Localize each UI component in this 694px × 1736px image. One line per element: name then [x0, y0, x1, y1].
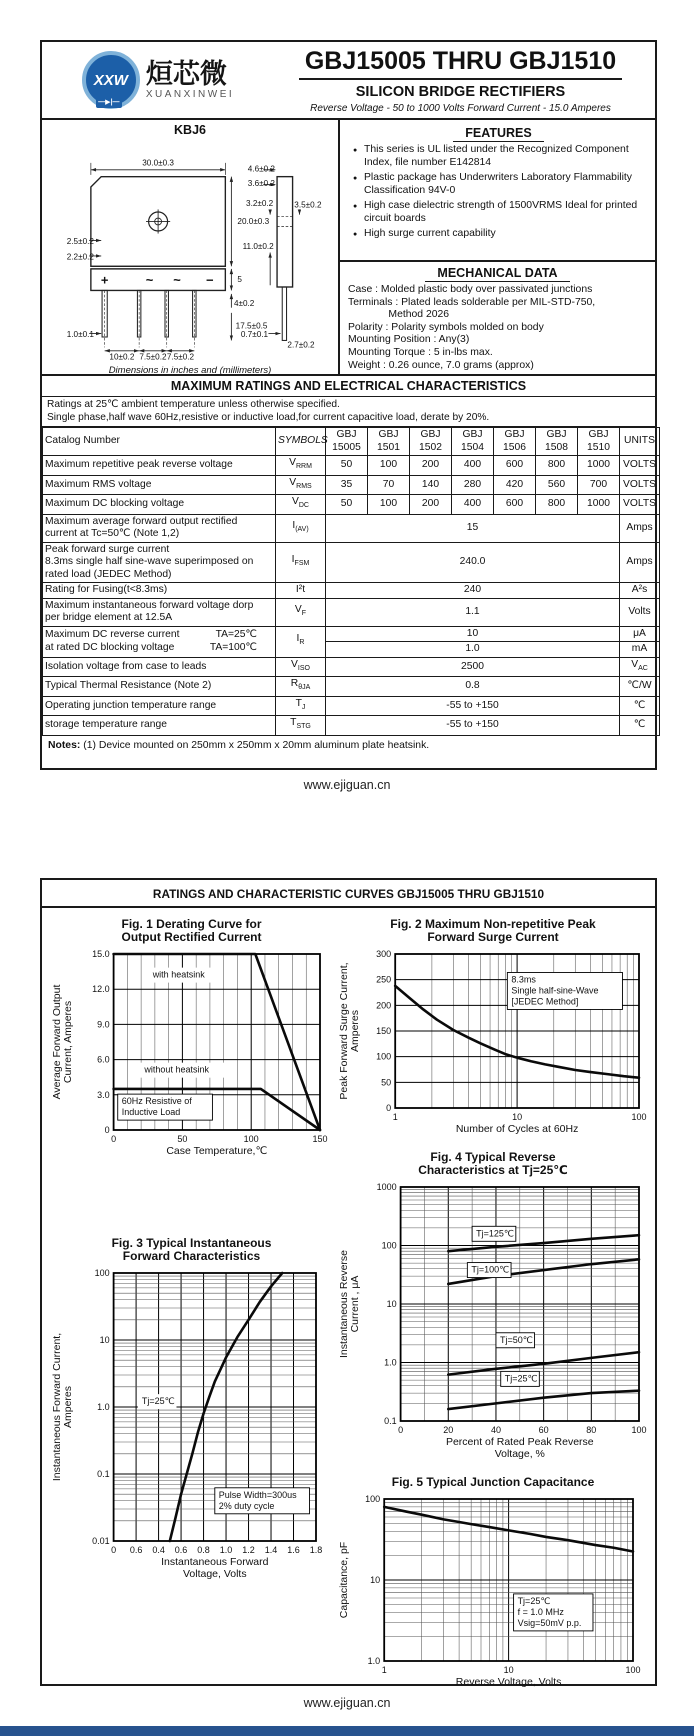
- svg-text:3.0: 3.0: [97, 1089, 110, 1100]
- svg-text:8.3ms: 8.3ms: [511, 974, 536, 985]
- features-heading: FEATURES: [350, 126, 647, 140]
- svg-text:1: 1: [381, 1665, 387, 1675]
- features-box: [340, 120, 655, 262]
- col-part: GBJ 1506: [494, 428, 536, 456]
- svg-text:100: 100: [365, 1494, 381, 1504]
- logo-icon: [82, 51, 140, 109]
- svg-text:80: 80: [586, 1425, 597, 1435]
- ratings-conditions: [42, 397, 655, 427]
- diode-icon: —▶|—: [96, 98, 122, 108]
- svg-text:[JEDEC Method]: [JEDEC Method]: [511, 996, 579, 1007]
- svg-text:6.0: 6.0: [97, 1054, 110, 1065]
- svg-text:1: 1: [392, 1112, 398, 1122]
- curves-banner: RATINGS AND CHARACTERISTIC CURVES GBJ15005 THRU GBJ1510: [42, 880, 655, 908]
- svg-text:40: 40: [490, 1425, 501, 1435]
- footer-url-2[interactable]: www.ejiguan.cn: [303, 1696, 391, 1710]
- mechanical-line: Case : Molded plastic body over passivated junctions: [348, 284, 593, 295]
- table-row: Peak forward surge current 8.3ms single half sine-wave superimposed on rated load (JEDEC Method) $I_{FSM}$ 240.0 Amps: [43, 542, 660, 583]
- dim-label: 2.5±0.2: [66, 236, 94, 246]
- mechanical-line: Polarity : Polarity symbols molded on body: [348, 321, 544, 333]
- svg-text:Peak Forward Surge Current,: Peak Forward Surge Current,: [338, 962, 350, 1100]
- logo-monogram: XXW: [93, 71, 128, 89]
- svg-text:f = 1.0 MHz: f = 1.0 MHz: [517, 1606, 564, 1617]
- svg-text:Instantaneous Forward: Instantaneous Forward: [161, 1556, 269, 1568]
- figure-3: [48, 1237, 335, 1592]
- footer-url-1[interactable]: www.ejiguan.cn: [303, 778, 391, 792]
- table-row: Rating for Fusing(t<8.3ms) I²t 240 A²s: [43, 583, 660, 599]
- figure-2: [335, 918, 651, 1147]
- svg-text:1.4: 1.4: [264, 1545, 278, 1555]
- svg-text:Number of Cycles at 60Hz: Number of Cycles at 60Hz: [455, 1123, 579, 1135]
- part-number-title: GBJ15005 THRU GBJ1510: [299, 47, 622, 80]
- svg-text:Current, Amperes: Current, Amperes: [62, 1000, 74, 1084]
- svg-text:100: 100: [243, 1134, 259, 1144]
- svg-text:1.0: 1.0: [219, 1545, 233, 1555]
- col-part: GBJ 1501: [368, 428, 410, 456]
- figure-1: [48, 918, 335, 1169]
- dim-label: 3.6±0.2: [247, 179, 275, 189]
- tick-labels: [377, 1182, 647, 1435]
- chart-labels: [118, 968, 230, 1121]
- dim-label: 20.0±0.3: [237, 217, 270, 227]
- svg-text:1.0: 1.0: [97, 1402, 110, 1412]
- svg-text:Single half-sine-Wave: Single half-sine-Wave: [511, 985, 599, 996]
- spacer: [48, 1169, 335, 1233]
- svg-text:0: 0: [398, 1425, 404, 1435]
- feature-item: ● High case dielectric strength of 1500VRMS Ideal for printed circuit boards: [364, 200, 647, 225]
- figure-1-chart: [48, 946, 332, 1164]
- feature-item: ● High surge current capability: [364, 228, 647, 241]
- dim-label: 3.2±0.2: [246, 198, 274, 208]
- page-1: [40, 40, 657, 770]
- header: [42, 42, 655, 120]
- bottom-bar: [0, 1726, 694, 1736]
- svg-text:0: 0: [111, 1545, 117, 1555]
- svg-text:Inductive Load: Inductive Load: [121, 1107, 181, 1118]
- svg-text:Pulse Width=300us: Pulse Width=300us: [218, 1489, 297, 1500]
- svg-text:Voltage, Volts: Voltage, Volts: [182, 1568, 247, 1580]
- dim-label: 2.7±0.2: [287, 340, 315, 350]
- figure-5-title: Fig. 5 Typical Junction Capacitance: [391, 1475, 595, 1489]
- svg-text:Voltage, %: Voltage, %: [494, 1448, 545, 1460]
- svg-text:Instantaneous Reverse: Instantaneous Reverse: [338, 1250, 350, 1358]
- col-part: GBJ 1504: [452, 428, 494, 456]
- svg-text:Tj=25℃: Tj=25℃: [504, 1373, 538, 1384]
- mechanical-line: Mounting Torque : 5 in-lbs max.: [348, 346, 493, 358]
- col-part: GBJ 1502: [410, 428, 452, 456]
- table-header-row: [43, 428, 660, 456]
- svg-text:150: 150: [376, 1026, 392, 1036]
- svg-text:100: 100: [625, 1665, 641, 1675]
- svg-text:100: 100: [631, 1425, 647, 1435]
- svg-text:1.6: 1.6: [287, 1545, 300, 1555]
- polarity-mark: ~: [145, 272, 154, 288]
- svg-text:Tj=25℃: Tj=25℃: [517, 1595, 551, 1606]
- table-row: Maximum RMS voltage $V_{RMS}$ 35 70 140 280 420 560 700 VOLTS: [43, 475, 660, 495]
- mechanical-heading: MECHANICAL DATA: [348, 266, 647, 280]
- dim-label: 2.2±0.2: [66, 252, 94, 262]
- svg-text:0: 0: [111, 1134, 117, 1144]
- package-outline-drawing: [65, 137, 322, 365]
- table-row: Operating junction temperature range $T_J$ -55 to +150 ℃: [43, 696, 660, 716]
- svg-text:10: 10: [370, 1575, 381, 1585]
- svg-text:250: 250: [376, 974, 392, 985]
- mechanical-line: Weight : 0.26 ounce, 7.0 grams (approx): [348, 359, 534, 371]
- svg-text:0.1: 0.1: [97, 1469, 110, 1479]
- svg-text:Amperes: Amperes: [62, 1385, 74, 1429]
- figure-5-chart: [335, 1491, 645, 1695]
- svg-text:Case Temperature,℃: Case Temperature,℃: [166, 1145, 268, 1157]
- dim-label: 4±0.2: [233, 298, 255, 308]
- svg-text:100: 100: [381, 1240, 397, 1251]
- table-row: Maximum repetitive peak reverse voltage $V_{RRM}$ 50 100 200 400 600 800 1000 VOLTS: [43, 456, 660, 476]
- svg-text:10: 10: [503, 1665, 514, 1675]
- svg-text:0.1: 0.1: [384, 1416, 397, 1426]
- axis-labels: [51, 1333, 269, 1580]
- page-2: [40, 878, 657, 1686]
- notes-label: Notes:: [48, 739, 81, 751]
- col-symbols: SYMBOLS: [276, 428, 326, 456]
- dim-label: 10±0.2: [109, 352, 135, 362]
- col-part: GBJ 1508: [536, 428, 578, 456]
- brand-text: [145, 58, 235, 100]
- table-row: Isolation voltage from case to leads $V_{ISO}$ 2500 $V_{AC}$: [43, 657, 660, 677]
- svg-text:with heatsink: with heatsink: [152, 969, 205, 980]
- ratings-table: [42, 427, 660, 736]
- svg-text:Amperes: Amperes: [349, 1009, 361, 1053]
- brand-name-en: XUANXINWEI: [145, 88, 235, 100]
- figure-4: [335, 1151, 651, 1472]
- dim-label: 0.7±0.1: [240, 329, 269, 339]
- dim-label: 4.6±0.2: [247, 164, 275, 174]
- polarity-mark: −: [206, 272, 214, 288]
- brand-name-cn: 烜芯微: [145, 58, 227, 89]
- svg-text:10: 10: [99, 1335, 110, 1345]
- svg-text:1.8: 1.8: [309, 1545, 323, 1555]
- svg-text:0: 0: [386, 1103, 392, 1113]
- figure-4-chart: [335, 1179, 651, 1467]
- col-part: GBJ 15005: [326, 428, 368, 456]
- col-part: GBJ 1510: [578, 428, 620, 456]
- svg-text:300: 300: [376, 949, 392, 959]
- figure-5: [335, 1476, 651, 1700]
- svg-text:Tj=50℃: Tj=50℃: [499, 1334, 533, 1345]
- polarity-symbols: [101, 272, 214, 287]
- table-row: Maximum DC reverse current TA=25℃ at rated DC blocking voltage TA=100℃ $I_R$ 10 μA: [43, 626, 660, 642]
- svg-text:0: 0: [104, 1125, 110, 1135]
- svg-text:50: 50: [381, 1077, 392, 1088]
- svg-text:Current , μA: Current , μA: [349, 1275, 361, 1333]
- figure-3-title: Fig. 3 Typical Instantaneous Forward Characteristics: [111, 1236, 272, 1263]
- col-catalog: Catalog Number: [43, 428, 276, 456]
- package-caption: Dimensions in inches and (millimeters): [108, 364, 272, 376]
- ratings-tagline: Reverse Voltage - 50 to 1000 Volts Forward Current - 15.0 Amperes: [310, 102, 611, 114]
- svg-text:9.0: 9.0: [97, 1019, 110, 1030]
- feature-item: ● This series is UL listed under the Recognized Component Index, file number E142814: [364, 144, 647, 169]
- figure-2-title: Fig. 2 Maximum Non-repetitive Peak Forward Surge Current: [390, 917, 596, 944]
- table-row: 1.0 mA: [43, 642, 660, 658]
- svg-text:Capacitance, pF: Capacitance, pF: [338, 1541, 350, 1619]
- ratings-condition-2: Single phase,half wave 60Hz,resistive or inductive load,for current capacitive load, derate by 20%.: [47, 411, 490, 423]
- svg-text:Tj=125℃: Tj=125℃: [476, 1228, 515, 1239]
- dim-label: 3.5±0.2: [294, 200, 322, 210]
- svg-text:100: 100: [376, 1051, 392, 1062]
- svg-text:Reverse Voltage, Volts: Reverse Voltage, Volts: [455, 1676, 562, 1688]
- svg-text:Percent of Rated Peak Reverse: Percent of Rated Peak Reverse: [445, 1436, 594, 1448]
- svg-text:1000: 1000: [376, 1182, 397, 1192]
- svg-text:10: 10: [512, 1112, 523, 1122]
- package-and-features: [42, 120, 655, 376]
- notes-text: (1) Device mounted on 250mm x 250mm x 20mm aluminum plate heatsink.: [80, 739, 430, 751]
- charts-left-column: [48, 914, 335, 1700]
- grid: [384, 1499, 633, 1661]
- table-row: Maximum average forward output rectified current at Tc=50℃ (Note 1,2) $I_{(AV)}$ 15 Amps: [43, 514, 660, 542]
- svg-text:0.4: 0.4: [152, 1545, 165, 1555]
- svg-text:0.01: 0.01: [92, 1536, 110, 1546]
- chart-labels: [514, 1594, 593, 1631]
- svg-text:Instantaneous Forward Current,: Instantaneous Forward Current,: [51, 1332, 63, 1482]
- dim-label: 5: [237, 274, 242, 284]
- mechanical-data-box: [340, 262, 655, 374]
- svg-text:20: 20: [443, 1425, 454, 1435]
- dim-label: 1.0±0.1: [66, 329, 94, 339]
- mechanical-line: Terminals : Plated leads solderable per MIL-STD-750,: [348, 296, 596, 308]
- col-units: UNITS: [620, 428, 660, 456]
- figure-3-chart: [48, 1265, 328, 1587]
- svg-text:1.0: 1.0: [367, 1656, 381, 1666]
- svg-text:Vsig=50mV p.p.: Vsig=50mV p.p.: [517, 1617, 582, 1628]
- svg-text:without heatsink: without heatsink: [144, 1064, 209, 1075]
- features-mechanical-panel: [340, 120, 655, 374]
- svg-text:Tj=100℃: Tj=100℃: [471, 1264, 510, 1275]
- dim-label: 7.5±0.2: [166, 352, 195, 362]
- package-name: KBJ6: [174, 123, 206, 137]
- device-type-subtitle: SILICON BRIDGE RECTIFIERS: [355, 83, 566, 100]
- svg-text:1.2: 1.2: [242, 1545, 255, 1555]
- mechanical-line: Method 2026: [348, 309, 450, 321]
- polarity-mark: ~: [173, 272, 181, 288]
- feature-item: ● Plastic package has Underwriters Laboratory Flammability Classification 94V-0: [364, 172, 647, 197]
- dim-label: 7.5±0.2: [139, 352, 167, 362]
- table-row: storage temperature range $T_{STG}$ -55 to +150 ℃: [43, 716, 660, 736]
- svg-text:100: 100: [631, 1112, 647, 1122]
- svg-text:Tj=25℃: Tj=25℃: [141, 1396, 175, 1407]
- svg-text:150: 150: [312, 1134, 328, 1144]
- svg-text:1.0: 1.0: [384, 1357, 397, 1368]
- charts-area: [42, 908, 655, 1700]
- svg-text:0.6: 0.6: [129, 1545, 143, 1555]
- svg-text:200: 200: [376, 1000, 392, 1011]
- svg-text:2% duty cycle: 2% duty cycle: [218, 1500, 275, 1511]
- features-list: [350, 144, 647, 241]
- ratings-condition-1: Ratings at 25℃ ambient temperature unless otherwise specified.: [47, 399, 340, 410]
- table-row: Typical Thermal Resistance (Note 2) $R_{\theta JA}$ 0.8 ℃/W: [43, 677, 660, 697]
- table-row: Maximum DC blocking voltage $V_{DC}$ 50 100 200 400 600 800 1000 VOLTS: [43, 495, 660, 515]
- chart-labels: [507, 972, 622, 1009]
- brand-logo: [42, 51, 274, 109]
- figure-1-title: Fig. 1 Derating Curve for Output Rectified Current: [121, 917, 262, 944]
- mechanical-line: Mounting Position : Any(3): [348, 334, 470, 346]
- ratings-banner: MAXIMUM RATINGS AND ELECTRICAL CHARACTERISTICS: [42, 376, 655, 397]
- dim-label: 30.0±0.3: [142, 158, 174, 168]
- dim-label: 17.5±0.5: [235, 321, 268, 331]
- svg-text:100: 100: [94, 1268, 110, 1278]
- charts-right-column: [335, 914, 651, 1700]
- svg-text:12.0: 12.0: [92, 984, 110, 995]
- svg-text:60Hz Resistive of: 60Hz Resistive of: [121, 1096, 192, 1107]
- svg-text:10: 10: [386, 1299, 397, 1309]
- svg-text:15.0: 15.0: [92, 949, 110, 959]
- svg-text:60: 60: [538, 1425, 549, 1435]
- svg-text:0.6: 0.6: [174, 1545, 188, 1555]
- title-block: [274, 47, 655, 114]
- table-row: Maximum instantaneous forward voltage dorp per bridge element at 12.5A $V_F$ 1.1 Volts: [43, 598, 660, 626]
- svg-text:0.8: 0.8: [197, 1545, 210, 1555]
- dim-label: 11.0±0.2: [242, 242, 274, 252]
- figure-4-title: Fig. 4 Typical Reverse Characteristics at Tj=25℃: [418, 1150, 568, 1177]
- polarity-mark: +: [100, 272, 109, 288]
- package-drawing-panel: [42, 120, 340, 374]
- figure-2-chart: [335, 946, 651, 1142]
- svg-text:50: 50: [177, 1134, 188, 1144]
- mechanical-lines: [348, 284, 647, 372]
- svg-text:Average Forward Output: Average Forward Output: [51, 984, 63, 1100]
